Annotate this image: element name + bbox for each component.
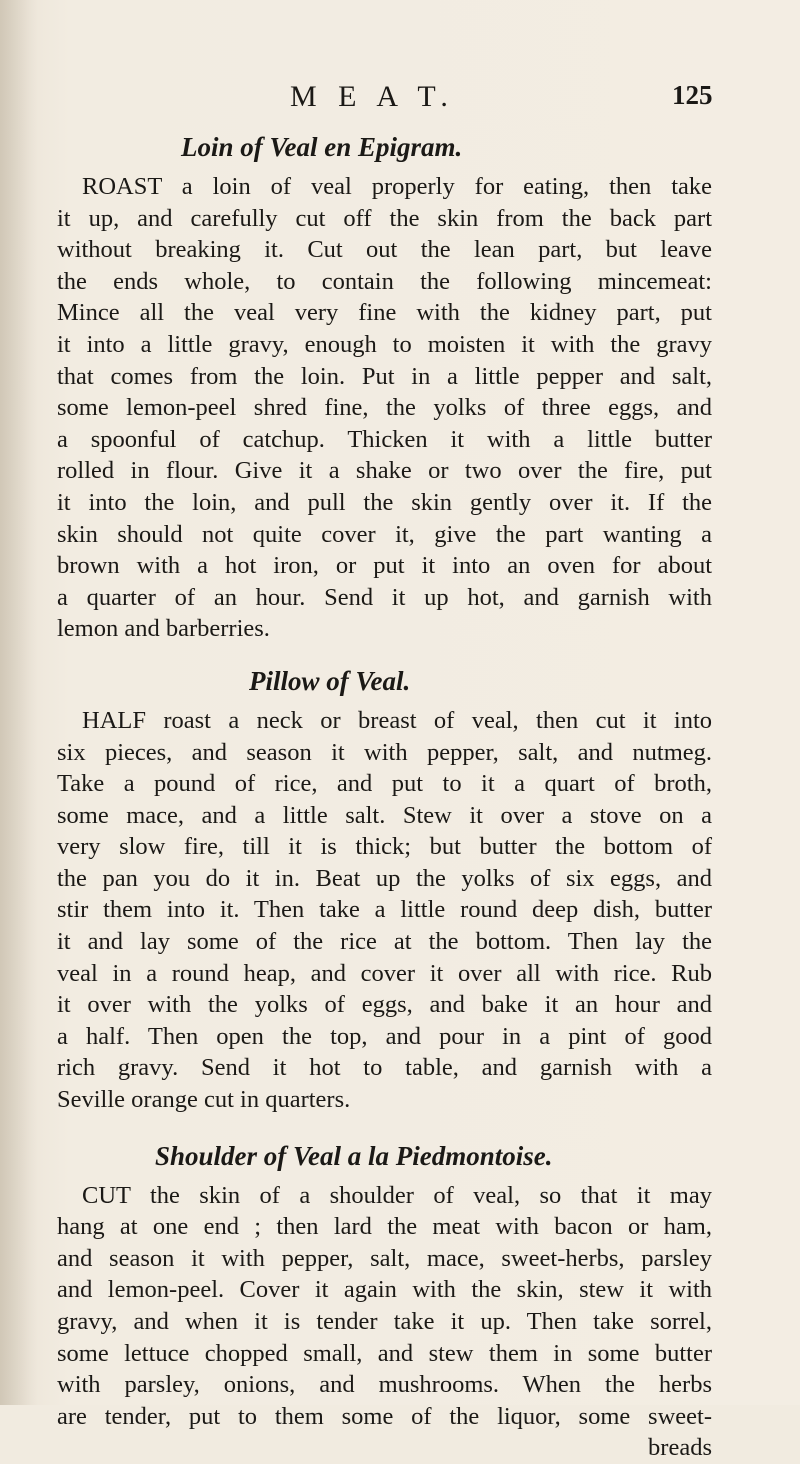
text-line: the pan you do it in. Beat up the yolks of six eggs, and xyxy=(57,864,712,892)
text-line: rolled in flour. Give it a shake or two over the fire, put xyxy=(57,457,712,485)
text-line: some lemon-peel shred fine, the yolks of three eggs, and xyxy=(57,394,712,422)
catchword: breads xyxy=(648,1434,712,1462)
text-line: and lemon-peel. Cover it again with the skin, stew it with xyxy=(57,1276,712,1304)
text-line: Take a pound of rice, and put to it a quart of broth, xyxy=(57,770,712,798)
text-line: some mace, and a little salt. Stew it over a stove on a xyxy=(57,801,712,829)
text-line: a quarter of an hour. Send it up hot, and garnish with xyxy=(57,583,712,611)
running-title: M E A T. xyxy=(290,80,455,113)
text-line: HALF roast a neck or breast of veal, then cut it into xyxy=(82,706,712,734)
page-content xyxy=(57,127,712,1464)
text-line: stir them into it. Then take a little round deep dish, butter xyxy=(57,896,712,924)
text-line: with parsley, onions, and mushrooms. When the herbs xyxy=(57,1371,712,1399)
recipe-title-loin-of-veal: Loin of Veal en Epigram. xyxy=(181,132,463,162)
text-line: some lettuce chopped small, and stew them in some butter xyxy=(57,1339,712,1367)
text-line: very slow fire, till it is thick; but butter the bottom of xyxy=(57,833,712,861)
text-line: it into the loin, and pull the skin gently over it. If the xyxy=(57,488,712,516)
text-line: CUT the skin of a shoulder of veal, so that it may xyxy=(82,1181,712,1209)
text-line: six pieces, and season it with pepper, salt, and nutmeg. xyxy=(57,738,712,766)
text-line: and season it with pepper, salt, mace, sweet-herbs, parsley xyxy=(57,1244,712,1272)
text-line: lemon and barberries. xyxy=(57,615,270,643)
text-line: rich gravy. Send it hot to table, and garnish with a xyxy=(57,1054,712,1082)
text-line: gravy, and when it is tender take it up. Then take sorrel, xyxy=(57,1308,712,1335)
recipe-title-shoulder-of-veal: Shoulder of Veal a la Piedmontoise. xyxy=(155,1140,553,1171)
text-line: ROAST a loin of veal properly for eating, then take xyxy=(82,173,712,200)
text-line: are tender, put to them some of the liquor, some sweet- xyxy=(57,1402,712,1430)
text-line: a spoonful of catchup. Thicken it with a little butter xyxy=(57,425,712,453)
recipe-text-loin-of-veal xyxy=(57,171,712,645)
text-line: skin should not quite cover it, give the part wanting a xyxy=(57,520,712,548)
recipe-text-shoulder-of-veal xyxy=(57,1180,712,1464)
text-line: it over with the yolks of eggs, and bake it an hour and xyxy=(57,991,712,1019)
recipe-text-pillow-of-veal xyxy=(57,705,712,1116)
gutter-shadow xyxy=(0,0,38,1405)
text-line: without breaking it. Cut out the lean part, but leave xyxy=(57,236,712,264)
recipe-title-pillow-of-veal: Pillow of Veal. xyxy=(249,665,411,696)
text-line: a half. Then open the top, and pour in a pint of good xyxy=(57,1022,712,1050)
text-line: the ends whole, to contain the following mincemeat: xyxy=(57,267,712,295)
text-line: Seville orange cut in quarters. xyxy=(57,1086,351,1114)
text-line: hang at one end ; then lard the meat with bacon or ham, xyxy=(57,1213,712,1241)
running-head xyxy=(0,80,800,116)
text-line: that comes from the loin. Put in a little pepper and salt, xyxy=(57,362,712,390)
text-line: it into a little gravy, enough to moisten it with the gravy xyxy=(57,330,712,358)
text-line: veal in a round heap, and cover it over all with rice. Rub xyxy=(57,959,712,987)
text-line: it up, and carefully cut off the skin from the back part xyxy=(57,204,712,232)
text-line: it and lay some of the rice at the bottom. Then lay the xyxy=(57,928,712,956)
page-number: 125 xyxy=(672,80,713,110)
text-line: brown with a hot iron, or put it into an oven for about xyxy=(57,552,712,580)
text-line: Mince all the veal very fine with the kidney part, put xyxy=(57,299,712,327)
